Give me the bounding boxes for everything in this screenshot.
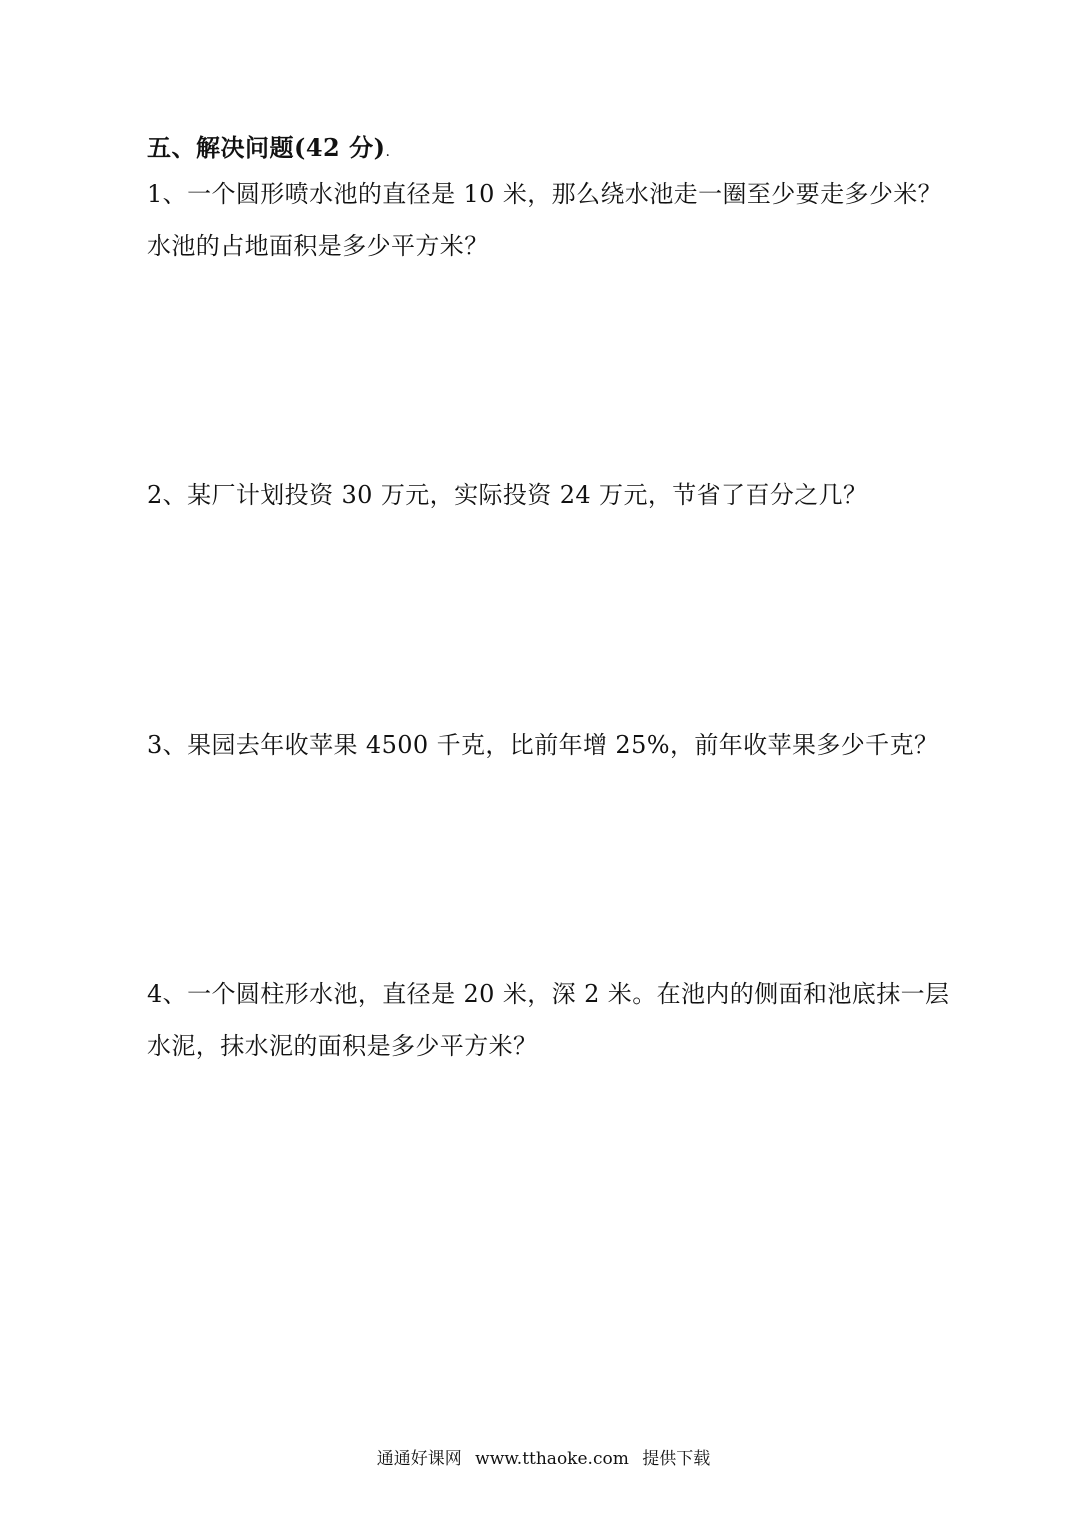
question-2 [147, 469, 867, 521]
footer-site-name: 通通好课网 [376, 1449, 462, 1469]
question-1-line-2: 水池的占地面积是多少平方米？ [147, 232, 489, 260]
page-footer [0, 1444, 1087, 1469]
section-title-mark: . [385, 144, 391, 160]
question-1 [147, 168, 942, 272]
section-title-text: 五、解决问题(42 分) [147, 133, 386, 162]
question-4-line-2: 水泥，抹水泥的面积是多少平方米？ [147, 1032, 538, 1060]
question-4-line-1: 4、一个圆柱形水池，直径是 20 米，深 2 米。在池内的侧面和池底抹一层 [147, 980, 950, 1008]
question-1-line-1: 1、一个圆形喷水池的直径是 10 米，那么绕水池走一圈至少要走多少米？ [147, 180, 943, 208]
question-4 [147, 968, 949, 1072]
question-3-line-1: 3、果园去年收苹果 4500 千克，比前年增 25%，前年收苹果多少千克？ [147, 731, 939, 759]
footer-suffix: 提供下载 [642, 1449, 711, 1469]
footer-url: www.tthaoke.com [475, 1449, 629, 1469]
question-2-line-1: 2、某厂计划投资 30 万元，实际投资 24 万元，节省了百分之几？ [147, 481, 868, 509]
section-title [147, 128, 390, 163]
question-3 [147, 719, 938, 771]
